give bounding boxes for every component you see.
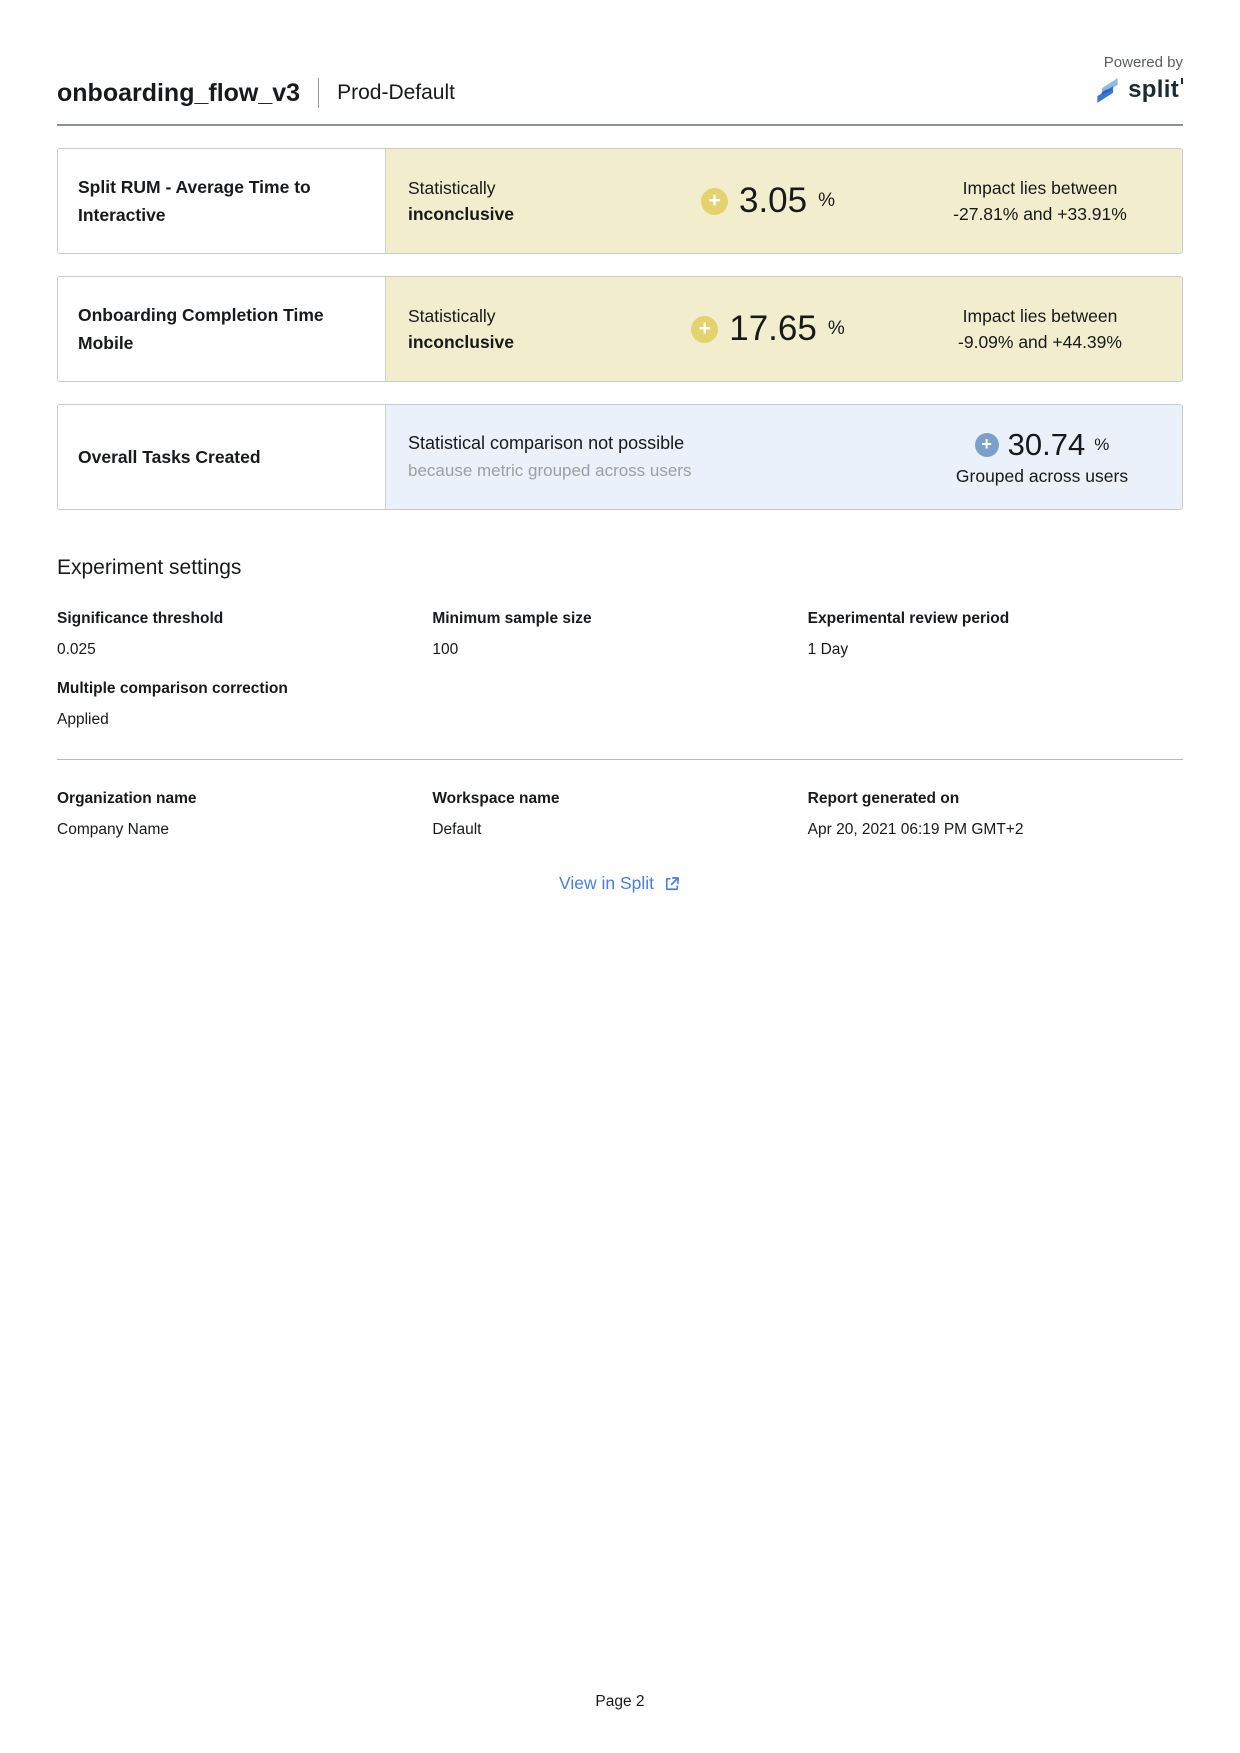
status-line1: Statistically — [408, 177, 496, 198]
setting-value: 100 — [432, 641, 459, 658]
setting-value: Applied — [57, 711, 109, 728]
delta-unit: % — [1094, 435, 1110, 454]
info-value: Company Name — [57, 821, 169, 838]
view-link-row — [57, 873, 1183, 894]
status-line2: inconclusive — [408, 332, 515, 352]
metric-result-inconclusive — [386, 149, 1182, 253]
plus-icon: + — [691, 316, 718, 343]
organization-name — [57, 790, 432, 839]
section-divider — [57, 759, 1183, 760]
metric-delta — [916, 427, 1168, 487]
powered-by-block — [1094, 54, 1183, 104]
status-line2: because metric grouped across users — [408, 460, 692, 480]
metric-result-grouped — [386, 405, 1182, 509]
impact-line1: Impact lies between — [962, 305, 1118, 326]
powered-by-label: Powered by — [1103, 54, 1183, 71]
delta-unit: % — [827, 318, 845, 339]
impact-line2: -27.81% and +33.91% — [953, 204, 1127, 224]
plus-icon: + — [701, 188, 728, 215]
status-line1: Statistical comparison not possible — [408, 432, 685, 453]
impact-line2: -9.09% and +44.39% — [958, 332, 1122, 352]
delta-unit: % — [818, 190, 836, 211]
setting-multiple-comparison — [57, 680, 432, 729]
status-line2: inconclusive — [408, 204, 515, 224]
metric-status — [386, 430, 916, 484]
delta-value: 30.74 — [1007, 427, 1086, 462]
view-in-split-label: View in Split — [558, 873, 654, 893]
setting-review-period — [808, 610, 1183, 659]
title-separator — [318, 78, 319, 108]
external-link-icon — [663, 875, 681, 893]
split-logo — [1094, 76, 1183, 104]
setting-value: 0.025 — [57, 641, 96, 658]
plus-icon: + — [975, 433, 999, 457]
report-generated-on — [808, 790, 1183, 839]
title-rule — [57, 124, 1183, 126]
setting-label: Significance threshold — [57, 610, 224, 627]
metric-card — [57, 276, 1183, 382]
metric-name: Split RUM - Average Time to Interactive — [58, 149, 386, 253]
setting-minimum-sample-size — [432, 610, 807, 659]
setting-significance-threshold — [57, 610, 432, 659]
metric-card — [57, 404, 1183, 510]
setting-label: Minimum sample size — [432, 610, 592, 627]
metric-status — [386, 175, 616, 228]
workspace-name — [432, 790, 807, 839]
experiment-name: onboarding_flow_v3 — [57, 78, 301, 107]
report-info-grid — [57, 790, 1183, 839]
split-wordmark: split — [1128, 76, 1183, 104]
impact-line1: Impact lies between — [962, 177, 1118, 198]
info-value: Apr 20, 2021 06:19 PM GMT+2 — [807, 821, 1024, 838]
title-bar — [57, 0, 1183, 108]
impact-range — [920, 175, 1160, 228]
setting-label: Multiple comparison correction — [57, 680, 288, 697]
experiment-settings-grid — [57, 610, 1183, 729]
delta-caption: Grouped across users — [955, 466, 1129, 486]
metric-delta — [616, 181, 920, 221]
experiment-settings-title: Experiment settings — [57, 556, 242, 579]
setting-label: Experimental review period — [807, 610, 1010, 627]
metric-delta — [616, 309, 920, 349]
info-label: Workspace name — [432, 790, 560, 807]
info-value: Default — [432, 821, 482, 838]
metric-status — [386, 303, 616, 356]
setting-value: 1 Day — [807, 641, 849, 658]
metric-result-inconclusive — [386, 277, 1182, 381]
delta-value: 3.05 — [738, 181, 808, 220]
impact-range — [920, 303, 1160, 356]
status-line1: Statistically — [408, 305, 496, 326]
metric-name: Onboarding Completion Time Mobile — [58, 277, 386, 381]
delta-row — [916, 427, 1168, 463]
metric-card — [57, 148, 1183, 254]
environment-name: Prod-Default — [337, 81, 455, 104]
delta-value: 17.65 — [729, 309, 817, 348]
page-number: Page 2 — [595, 1693, 645, 1710]
view-in-split-link[interactable] — [559, 873, 681, 894]
info-label: Organization name — [57, 790, 197, 807]
info-label: Report generated on — [807, 790, 960, 807]
split-logo-icon — [1094, 77, 1121, 104]
metric-name: Overall Tasks Created — [58, 405, 386, 509]
